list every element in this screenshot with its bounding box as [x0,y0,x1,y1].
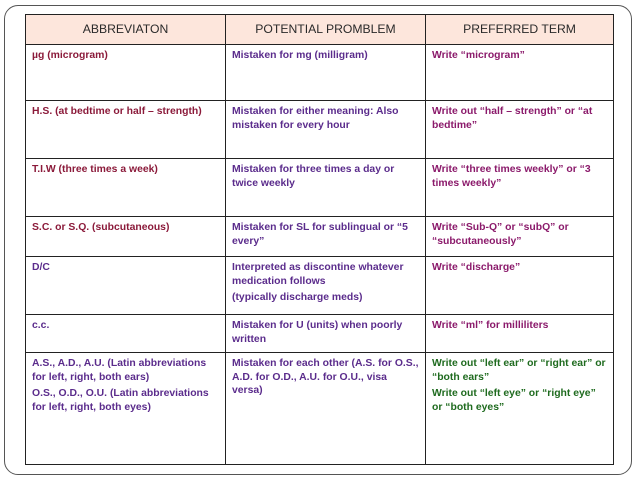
problem-note: (typically discharge meds) [232,292,363,304]
table-row [26,353,614,465]
table-row [26,101,614,159]
problem-cell [226,257,426,315]
table-row [26,45,614,101]
header-potential-problem: POTENTIAL PROMBLEM [226,15,426,45]
problem-cell: Mistaken for SL for sublingual or “5 every” [226,217,426,257]
problem-cell: Mistaken for either meaning: Also mistaken for every hour [226,101,426,159]
preferred-cell: Write “microgram” [426,45,614,101]
table-row [26,257,614,315]
problem-text: Interpreted as discontine whatever medication follows [232,262,404,287]
header-preferred-term: PREFERRED TERM [426,15,614,45]
abbreviation-cell: c.c. [26,315,226,353]
preferred-eyes: Write out “left eye” or “right eye” or “both eyes” [432,388,596,414]
header-abbreviation: ABBREVIATON [26,15,226,45]
preferred-cell: Write “discharge” [426,257,614,315]
problem-cell: Mistaken for each other (A.S. for O.S., A.D. for O.D., A.U. for O.U., visa versa) [226,353,426,465]
preferred-cell: Write “Sub-Q” or “subQ” or “subcutaneously” [426,217,614,257]
problem-cell: Mistaken for U (units) when poorly written [226,315,426,353]
abbreviation-eyes: O.S., O.D., O.U. (Latin abbreviations for left, right, both eyes) [32,388,209,414]
abbreviations-table [25,14,614,465]
table-row [26,159,614,217]
problem-cell: Mistaken for mg (milligram) [226,45,426,101]
abbreviation-cell [26,353,226,465]
abbreviation-cell: T.I.W (three times a week) [26,159,226,217]
preferred-cell: Write “ml” for milliliters [426,315,614,353]
preferred-cell: Write out “half – strength” or “at bedtime” [426,101,614,159]
abbreviation-cell: H.S. (at bedtime or half – strength) [26,101,226,159]
header-row [26,15,614,45]
abbreviation-cell: µg (microgram) [26,45,226,101]
abbreviation-cell: D/C [26,257,226,315]
preferred-cell [426,353,614,465]
table-row [26,217,614,257]
problem-cell: Mistaken for three times a day or twice weekly [226,159,426,217]
abbreviation-ears: A.S., A.D., A.U. (Latin abbreviations for left, right, both ears) [32,358,207,383]
preferred-cell: Write “three times weekly” or “3 times weekly” [426,159,614,217]
table-row [26,315,614,353]
abbreviation-cell: S.C. or S.Q. (subcutaneous) [26,217,226,257]
preferred-ears: Write out “left ear” or “right ear” or “both ears” [432,358,606,383]
